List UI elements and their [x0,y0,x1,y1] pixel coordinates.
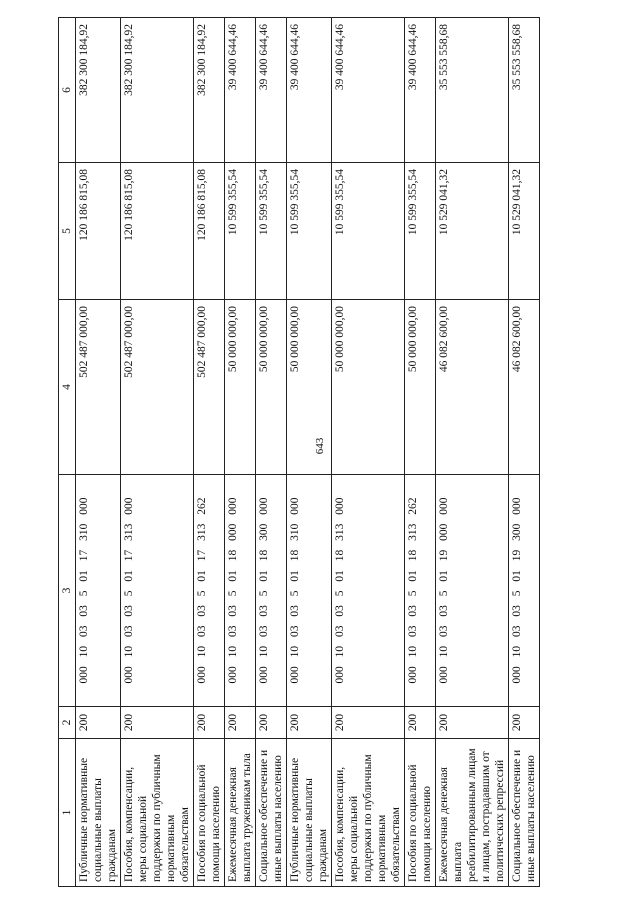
row-col5: 10 599 355,54 [287,163,332,300]
row-name: Пособия, компенсации, меры социальной поддержки по публичным нормативным обязательствам [121,739,194,887]
row-col6: 382 300 184,92 [121,18,194,163]
header-cell-6: 6 [59,18,76,163]
table-row [194,18,225,887]
row-name: Публичные нормативные социальные выплаты гражданам [287,739,332,887]
row-code: 000 10 03 03 5 01 18 313 262 [405,475,436,707]
table-row [76,18,121,887]
row-col5: 10 599 355,54 [405,163,436,300]
row-col4: 50 000 000,00 [256,300,287,475]
row-code: 000 10 03 03 5 01 17 313 000 [121,475,194,707]
row-col5: 10 599 355,54 [332,163,405,300]
row-col2: 200 [121,707,194,739]
row-col2: 200 [194,707,225,739]
header-cell-5: 5 [59,163,76,300]
row-code: 000 10 03 03 5 01 17 313 262 [194,475,225,707]
row-col2: 200 [405,707,436,739]
row-code: 000 10 03 03 5 01 18 310 000 [287,475,332,707]
row-col5: 120 186 815,08 [76,163,121,300]
rotated-table-container [58,18,603,887]
table-row [332,18,405,887]
table-row [121,18,194,887]
row-col4: 50 000 000,00 [225,300,256,475]
row-col5: 120 186 815,08 [121,163,194,300]
row-col4: 50 000 000,00 [405,300,436,475]
row-col5: 10 529 041,32 [436,163,509,300]
row-col5: 10 599 355,54 [256,163,287,300]
row-col6: 39 400 644,46 [287,18,332,163]
row-col2: 200 [225,707,256,739]
row-col4: 46 082 600,00 [509,300,540,475]
budget-table [58,17,540,887]
row-code: 000 10 03 03 5 01 18 000 000 [225,475,256,707]
table-row [509,18,540,887]
table-row [405,18,436,887]
row-col6: 39 400 644,46 [405,18,436,163]
table-row [225,18,256,887]
row-col2: 200 [256,707,287,739]
row-col2: 200 [332,707,405,739]
row-col6: 382 300 184,92 [76,18,121,163]
row-name: Социальное обеспечение и иные выплаты населению [256,739,287,887]
row-code: 000 10 03 03 5 01 19 000 000 [436,475,509,707]
row-col2: 200 [436,707,509,739]
header-cell-1: 1 [59,739,76,887]
row-name: Пособия по социальной помощи населению [194,739,225,887]
header-row [59,18,76,887]
row-code: 000 10 03 03 5 01 18 300 000 [256,475,287,707]
row-name: Ежемесячная денежная выплата реабилитированным лицам и лицам, пострадавшим от политических репрессий [436,739,509,887]
row-col4: 502 487 000,00 [194,300,225,475]
row-code: 000 10 03 03 5 01 18 313 000 [332,475,405,707]
row-col4: 502 487 000,00 [76,300,121,475]
row-code: 000 10 03 03 5 01 17 310 000 [76,475,121,707]
row-col5: 120 186 815,08 [194,163,225,300]
page-number: 643 [314,437,326,455]
row-col6: 39 400 644,46 [256,18,287,163]
header-cell-3: 3 [59,475,76,707]
row-name: Пособия, компенсации, меры социальной поддержки по публичным нормативным обязательствам [332,739,405,887]
row-col5: 10 599 355,54 [225,163,256,300]
row-col2: 200 [287,707,332,739]
row-col2: 200 [509,707,540,739]
header-cell-4: 4 [59,300,76,475]
row-name: Ежемесячная денежная выплата труженикам тыла [225,739,256,887]
row-col6: 35 553 558,68 [509,18,540,163]
table-row [256,18,287,887]
row-col4: 50 000 000,00 [332,300,405,475]
table-row [436,18,509,887]
row-name: Публичные нормативные социальные выплаты гражданам [76,739,121,887]
row-name: Пособия по социальной помощи населению [405,739,436,887]
header-cell-2: 2 [59,707,76,739]
row-col2: 200 [76,707,121,739]
table-row [287,18,332,887]
row-col4: 46 082 600,00 [436,300,509,475]
row-col6: 39 400 644,46 [332,18,405,163]
row-col4: 50 000 000,00 [287,300,332,475]
row-code: 000 10 03 03 5 01 19 300 000 [509,475,540,707]
row-col6: 35 553 558,68 [436,18,509,163]
row-col6: 39 400 644,46 [225,18,256,163]
row-name: Социальное обеспечение и иные выплаты населению [509,739,540,887]
row-col5: 10 529 041,32 [509,163,540,300]
row-col4: 502 487 000,00 [121,300,194,475]
row-col6: 382 300 184,92 [194,18,225,163]
